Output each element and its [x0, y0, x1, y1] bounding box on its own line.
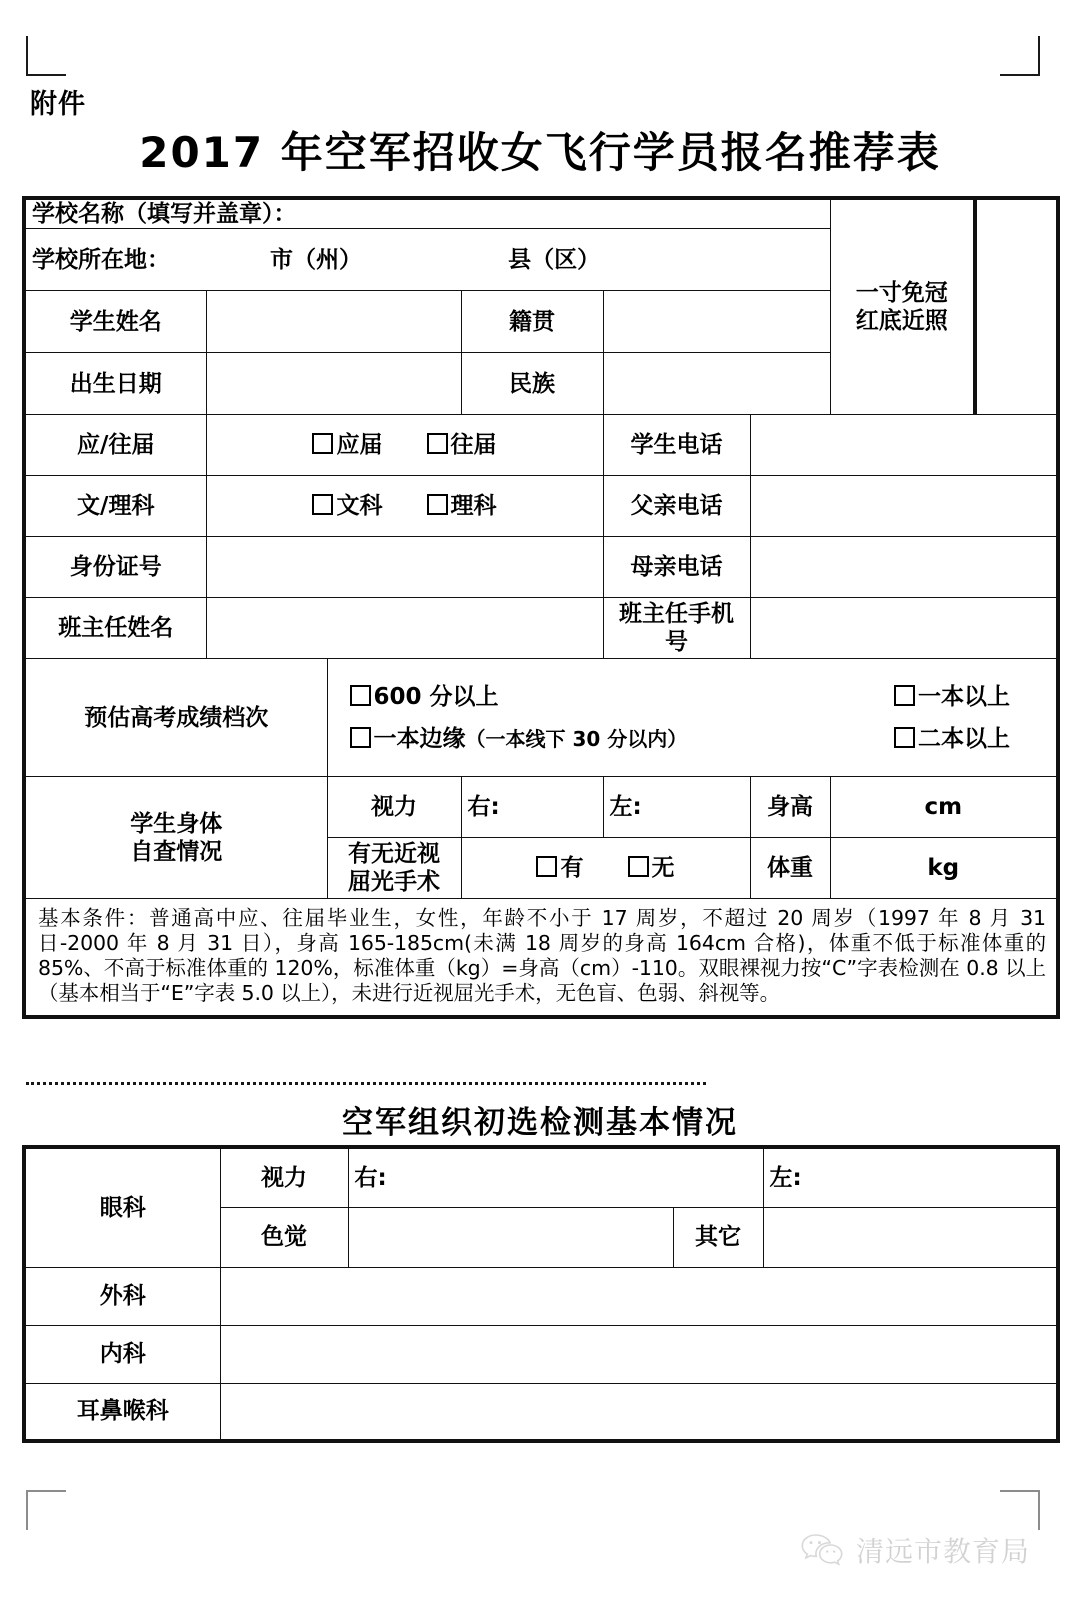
track-opt-liberal-label: 文科 [336, 493, 383, 520]
surgery-dept-label: 外科 [24, 1267, 220, 1325]
checkbox-icon[interactable] [312, 494, 333, 515]
birth-date-label: 出生日期 [24, 353, 206, 415]
refractive-surgery-options [461, 838, 750, 899]
id-number-label: 身份证号 [24, 537, 206, 598]
native-place-label: 籍贯 [461, 291, 603, 353]
table-row-surgery-dept [24, 1267, 1058, 1325]
weight-unit[interactable]: kg [830, 838, 1058, 899]
checkbox-option-surgery-no[interactable] [628, 854, 675, 882]
wechat-icon [800, 1533, 844, 1567]
table-row-ent-dept [24, 1383, 1058, 1441]
crop-mark-bottom-left [26, 1490, 66, 1530]
school-location-county: 县（区） [508, 246, 601, 273]
grad-opt-current-label: 应届 [336, 432, 383, 459]
checkbox-option-tier1[interactable] [894, 683, 1010, 711]
weight-label: 体重 [750, 838, 830, 899]
checkbox-icon[interactable] [350, 685, 371, 706]
table-row-teacher [24, 598, 1058, 659]
table-row-body-vision [24, 777, 1058, 838]
checkbox-icon[interactable] [894, 727, 915, 748]
track-label: 文/理科 [24, 476, 206, 537]
score-opt-edge-note: （一本线下 30 分以内） [465, 726, 688, 751]
ent-dept-label: 耳鼻喉科 [24, 1383, 220, 1441]
teacher-name-label: 班主任姓名 [24, 598, 206, 659]
score-tier-options [327, 659, 1058, 777]
photo-placeholder-cell-ext [975, 198, 1058, 415]
section-title-preliminary-exam: 空军组织初选检测基本情况 [342, 1105, 738, 1141]
grad-opt-previous-label: 往届 [450, 432, 497, 459]
height-label: 身高 [750, 777, 830, 838]
score-opt-tier1-label: 一本以上 [918, 683, 1010, 710]
teacher-mobile-value[interactable] [750, 598, 1058, 659]
birth-date-value[interactable] [206, 353, 461, 415]
internal-dept-label: 内科 [24, 1325, 220, 1383]
table-row-basic-conditions [24, 899, 1058, 1018]
surgery-opt-yes-label: 有 [560, 855, 584, 882]
checkbox-icon[interactable] [427, 433, 448, 454]
page-title: 2017 年空军招收女飞行学员报名推荐表 [139, 128, 941, 177]
vision-left-value[interactable]: 左: [603, 777, 750, 838]
body-check-line1: 学生身体 [130, 810, 223, 837]
photo-note-line1: 一寸免冠 [855, 279, 948, 306]
score-opt-tier2-label: 二本以上 [917, 725, 1010, 752]
father-phone-value[interactable] [750, 476, 1058, 537]
grad-status-options [206, 415, 603, 476]
student-phone-label: 学生电话 [603, 415, 750, 476]
exam-color-vision-label: 色觉 [220, 1207, 348, 1267]
footer-brand [800, 1530, 1030, 1570]
student-name-value[interactable] [206, 291, 461, 353]
table-row-school-name [24, 198, 1058, 229]
surgery-line1: 有无近视 [348, 841, 440, 867]
ethnicity-value[interactable] [603, 353, 830, 415]
checkbox-option-tier2[interactable] [894, 725, 1010, 753]
eye-dept-label: 眼科 [24, 1147, 220, 1267]
exam-vision-label: 视力 [220, 1147, 348, 1207]
footer-brand-name: 清远市教育局 [856, 1535, 1031, 1568]
table-row-idnumber-motherphone [24, 537, 1058, 598]
checkbox-icon[interactable] [427, 494, 448, 515]
track-options [206, 476, 603, 537]
refractive-surgery-label [327, 838, 461, 899]
vision-right-value[interactable]: 右: [461, 777, 603, 838]
teacher-mobile-label: 班主任手机号 [603, 598, 750, 659]
crop-mark-top-left [26, 36, 66, 76]
checkbox-option-science[interactable] [427, 492, 497, 520]
grad-status-label: 应/往届 [24, 415, 206, 476]
table-row-internal-dept [24, 1325, 1058, 1383]
table-row-gradstatus-studentphone [24, 415, 1058, 476]
section-divider [26, 1082, 706, 1085]
height-unit[interactable]: cm [830, 777, 1058, 838]
checkbox-option-tier1-edge[interactable] [350, 725, 688, 753]
score-opt-edge-label: 一本边缘 [373, 725, 466, 752]
score-tier-label: 预估高考成绩档次 [24, 659, 327, 777]
mother-phone-value[interactable] [750, 537, 1058, 598]
internal-dept-value[interactable] [220, 1325, 1058, 1383]
exam-other-label: 其它 [673, 1207, 763, 1267]
photo-note-line2: 红底近照 [855, 308, 948, 335]
photo-placeholder-cell [830, 198, 975, 415]
checkbox-option-600-plus[interactable] [350, 683, 499, 711]
surgery-line2: 屈光手术 [348, 869, 440, 896]
table-row-eye-vision [24, 1147, 1058, 1207]
score-tier-row-2 [334, 718, 1051, 760]
checkbox-icon[interactable] [536, 856, 557, 877]
checkbox-icon[interactable] [628, 856, 649, 877]
basic-conditions-note: 基本条件：普通高中应、往届毕业生，女性，年龄不小于 17 周岁，不超过 20 周岁（1997 年 8 月 31 日-2000 年 8 月 31 日），身高 165-185cm(未满 18 周岁的身高 164cm 合格)，体重不低于标准体重的 85%、不高于标准体重的 120%，标准体重（kg）=身高（cm）-110。双眼裸视力按“C”字表检测在 0.8 以上（基本相当于“E”字表 5.0 以上），未进行近视屈光手术，无色盲、色弱、斜视等。 [24, 899, 1058, 1018]
crop-mark-bottom-right [1000, 1490, 1040, 1530]
checkbox-option-previous-grad[interactable] [427, 431, 497, 459]
crop-mark-top-right [1000, 36, 1040, 76]
student-name-label: 学生姓名 [24, 291, 206, 353]
exam-other-value[interactable] [763, 1207, 1058, 1267]
student-phone-value[interactable] [750, 415, 1058, 476]
surgery-dept-value[interactable] [220, 1267, 1058, 1325]
id-number-value[interactable] [206, 537, 603, 598]
teacher-name-value[interactable] [206, 598, 603, 659]
checkbox-icon[interactable] [312, 433, 333, 454]
table-row-score-tier [24, 659, 1058, 777]
table-row-track-fatherphone [24, 476, 1058, 537]
checkbox-option-surgery-yes[interactable] [536, 854, 583, 882]
native-place-value[interactable] [603, 291, 830, 353]
checkbox-option-current-grad[interactable] [312, 431, 382, 459]
exam-vision-left-value[interactable]: 左: [763, 1147, 1058, 1207]
body-check-line2: 自查情况 [130, 838, 223, 865]
mother-phone-label: 母亲电话 [603, 537, 750, 598]
checkbox-icon[interactable] [894, 685, 915, 706]
track-opt-science-label: 理科 [450, 493, 497, 520]
checkbox-icon[interactable] [350, 727, 371, 748]
preliminary-exam-table [22, 1145, 1060, 1443]
vision-label: 视力 [327, 777, 461, 838]
attachment-label: 附件 [30, 89, 86, 120]
ent-dept-value[interactable] [220, 1383, 1058, 1441]
school-name-label: 学校名称（填写并盖章）： [24, 198, 830, 229]
surgery-opt-no-label: 无 [651, 855, 675, 882]
school-location-city: 市（州） [270, 246, 363, 273]
score-tier-row-1 [334, 676, 1051, 718]
father-phone-label: 父亲电话 [603, 476, 750, 537]
school-location-row [24, 229, 830, 291]
body-selfcheck-label [24, 777, 327, 899]
school-location-label: 学校所在地： [32, 246, 170, 273]
registration-form-table [22, 196, 1060, 1019]
exam-color-vision-value[interactable] [348, 1207, 673, 1267]
exam-vision-right-value[interactable]: 右: [348, 1147, 763, 1207]
score-opt-600-label: 600 分以上 [373, 683, 499, 710]
checkbox-option-liberal-arts[interactable] [312, 492, 382, 520]
ethnicity-label: 民族 [461, 353, 603, 415]
